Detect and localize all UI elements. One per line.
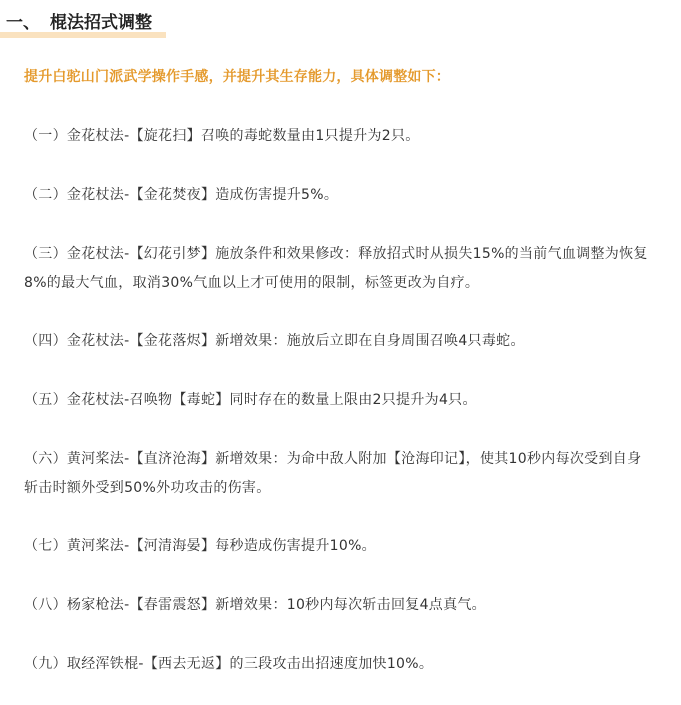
list-item-5: （五）金花杖法-召唤物【毒蛇】同时存在的数量上限由2只提升为4只。 — [24, 392, 477, 408]
list-item-1: （一）金花杖法-【旋花扫】召唤的毒蛇数量由1只提升为2只。 — [24, 128, 420, 144]
list-item-4: （四）金花杖法-【金花落烬】新增效果：施放后立即在自身周围召唤4只毒蛇。 — [24, 333, 525, 349]
section-number: 一、 — [6, 12, 40, 33]
list-item-2: （二）金花杖法-【金花焚夜】造成伤害提升5%。 — [24, 187, 339, 203]
list-item-7: （七）黄河桨法-【河清海晏】每秒造成伤害提升10%。 — [24, 538, 376, 554]
list-item-9: （九）取经浑铁棍-【西去无返】的三段攻击出招速度加快10%。 — [24, 656, 434, 672]
section-title: 棍法招式调整 — [50, 12, 152, 33]
list-item-8: （八）杨家枪法-【春雷震怒】新增效果：10秒内每次斩击回复4点真气。 — [24, 597, 486, 613]
intro-text: 提升白驼山门派武学操作手感，并提升其生存能力，具体调整如下： — [24, 69, 450, 85]
section-heading — [0, 4, 166, 36]
list-item-6: （六）黄河桨法-【直济沧海】新增效果：为命中敌人附加【沧海印记】，使其10秒内每次受到自身斩击时额外受到50%外功攻击的伤害。 — [24, 451, 642, 496]
list-item-3: （三）金花杖法-【幻花引梦】施放条件和效果修改：释放招式时从损失15%的当前气血调整为恢复8%的最大气血，取消30%气血以上才可使用的限制，标签更改为自疗。 — [24, 246, 648, 291]
